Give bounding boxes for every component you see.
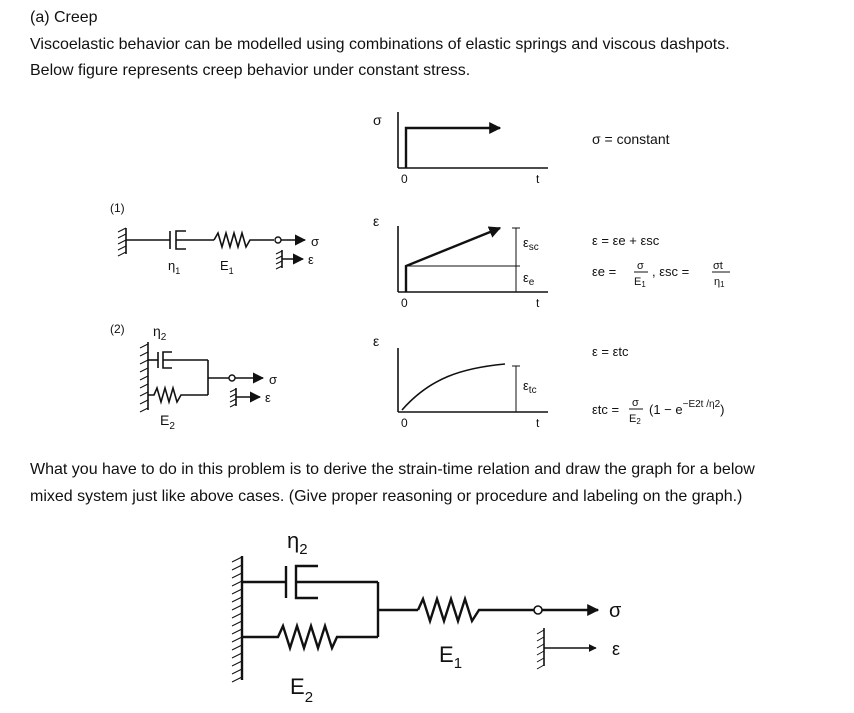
frac-sigma: σ xyxy=(637,260,644,272)
esc-label: $\varepsilon_{sc}$ xyxy=(523,235,539,253)
end-node-2 xyxy=(229,375,235,381)
mixed-spring-e2 xyxy=(242,626,378,648)
end-node xyxy=(275,237,281,243)
maxwell-eq-esc: , εsc = xyxy=(652,264,690,279)
mixed-e1-label: $E_1$ xyxy=(439,642,463,672)
kelvin-strain-graph xyxy=(373,333,548,430)
wall-hatch xyxy=(118,228,126,256)
mixed-sigma: σ xyxy=(609,600,622,622)
mixed-system-diagram xyxy=(232,528,622,706)
mixed-e2-label: $E_2$ xyxy=(290,674,314,706)
maxwell-strain-graph xyxy=(373,213,548,310)
frac-sigma-2: σ xyxy=(632,397,639,409)
intro-text-line-2: Below figure represents creep behavior under constant stress. xyxy=(30,62,471,79)
mixed-wall-hatch xyxy=(232,557,242,682)
kelvin-eq-bracket: $(1 - e^{-E2t /\eta 2})$ xyxy=(649,399,725,417)
stress-axis-label: σ xyxy=(373,112,382,128)
mixed-strain-hatch xyxy=(537,630,544,669)
model-2-e-label: $E_2$ xyxy=(160,412,175,432)
strain-1-curve xyxy=(406,228,500,292)
mixed-end-node xyxy=(534,606,542,614)
maxwell-eq-ee: εe = xyxy=(592,264,617,279)
stress-origin-label: 0 xyxy=(401,172,408,186)
kelvin-voigt-model xyxy=(110,322,277,432)
strain-1-origin-label: 0 xyxy=(401,296,408,310)
stress-step-line xyxy=(406,128,500,168)
intro-text-line-1: Viscoelastic behavior can be modelled using combinations of elastic springs and viscous dashpots. xyxy=(30,36,730,53)
model-1-epsilon: ε xyxy=(308,252,314,267)
mixed-spring-e1 xyxy=(418,599,534,621)
frac-e2: E2 xyxy=(629,413,641,426)
frac-sigma-t: σt xyxy=(713,260,723,272)
strain-1-time-label: t xyxy=(536,296,540,310)
ee-label: $\varepsilon_e$ xyxy=(523,270,535,288)
stress-time-label: t xyxy=(536,172,540,186)
maxwell-equations xyxy=(592,233,730,289)
kelvin-eq-etc: εtc = xyxy=(592,402,620,417)
spring-2 xyxy=(148,388,208,402)
spring xyxy=(214,233,274,247)
kelvin-eq-total: ε = εtc xyxy=(592,344,629,359)
model-1-tag: (1) xyxy=(110,201,125,215)
strain-1-axis-label: ε xyxy=(373,213,380,229)
strain-2-origin-label: 0 xyxy=(401,416,408,430)
wall-hatch-2 xyxy=(140,344,148,412)
model-1-e-label: $E_1$ xyxy=(220,258,234,276)
mixed-epsilon: ε xyxy=(612,639,621,659)
etc-label: $\varepsilon_{tc}$ xyxy=(523,378,537,396)
model-1-sigma: σ xyxy=(311,234,320,249)
mixed-eta-label: $\eta_2$ xyxy=(287,528,308,558)
stress-constant-eq: σ = constant xyxy=(592,131,670,147)
model-2-tag: (2) xyxy=(110,322,125,336)
strain-2-time-label: t xyxy=(536,416,540,430)
question-text-line-1: What you have to do in this problem is to derive the strain-time relation and draw the graph for a below xyxy=(30,461,755,478)
maxwell-model xyxy=(110,201,319,276)
strain-reference-hatch-2 xyxy=(230,389,236,407)
model-2-eta-label: $\eta_2$ xyxy=(153,323,167,343)
strain-2-curve xyxy=(402,364,505,410)
model-2-epsilon: ε xyxy=(265,390,271,405)
question-text-line-2: mixed system just like above cases. (Give proper reasoning or procedure and labeling on the graph.) xyxy=(30,488,743,505)
frac-eta1: η1 xyxy=(714,276,725,289)
maxwell-eq-total: ε = εe + εsc xyxy=(592,233,660,248)
strain-reference-hatch xyxy=(276,251,282,269)
frac-e1: E1 xyxy=(634,276,646,289)
model-1-eta-label: $\eta_1$ xyxy=(168,258,181,276)
strain-2-axis-label: ε xyxy=(373,333,380,349)
model-2-sigma: σ xyxy=(269,372,278,387)
part-label: (a) Creep xyxy=(30,9,98,26)
kelvin-equations xyxy=(592,344,724,426)
stress-time-graph xyxy=(373,112,670,186)
